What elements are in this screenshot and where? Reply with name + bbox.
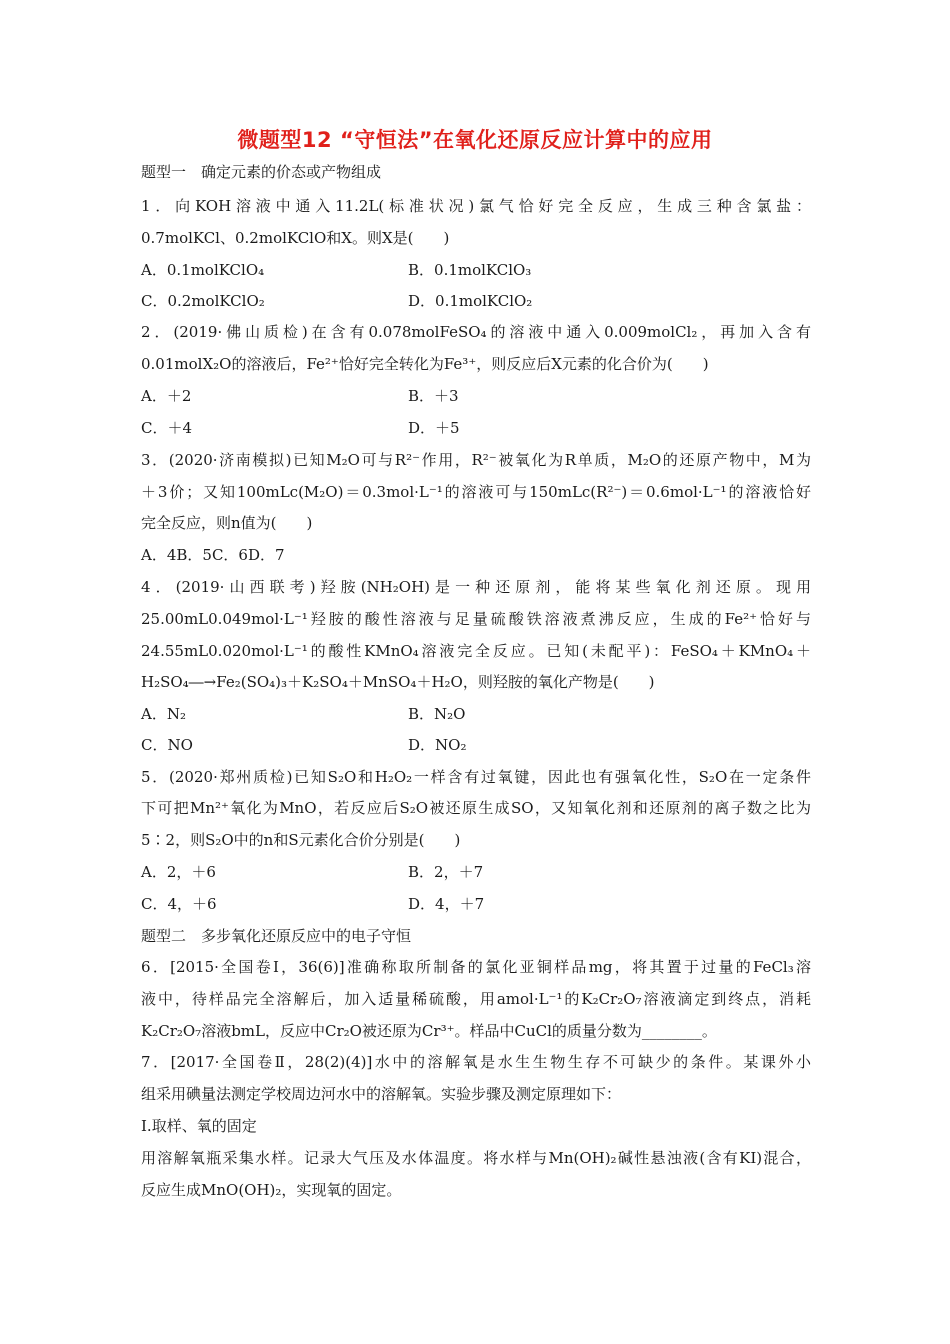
q1-options-row-2	[141, 291, 811, 311]
q6-line-2: 液中，待样品完全溶解后，加入适量稀硫酸，用amol·L⁻¹的K₂Cr₂O₇溶液滴定到终点，消耗	[141, 990, 811, 1008]
q1-option-a: A．0.1molKClO₄	[141, 261, 265, 279]
q1-options-row-1	[141, 260, 811, 280]
q7-line-1: 7．[2017·全国卷Ⅱ，28(2)(4)]水中的溶解氧是水生生物生存不可缺少的条件。某课外小	[141, 1053, 811, 1071]
q7-step-heading: Ⅰ.取样、氧的固定	[141, 1117, 257, 1135]
q7-line-3: 用溶解氧瓶采集水样。记录大气压及水体温度。将水样与Mn(OH)₂碱性悬浊液(含有KI)混合，	[141, 1149, 811, 1167]
q4-option-b: B．N₂O	[408, 705, 466, 723]
q3-options: A．4B．5C．6D．7	[141, 546, 285, 564]
q5-line-1: 5．(2020·郑州质检)已知S₂O和H₂O₂一样含有过氧键，因此也有强氧化性，S₂O在一定条件	[141, 768, 811, 786]
q1-option-b: B．0.1molKClO₃	[408, 261, 532, 279]
q5-line-3: 5∶2，则S₂O中的n和S元素化合价分别是( )	[141, 831, 461, 849]
q5-line-2: 下可把Mn²⁺氧化为MnO，若反应后S₂O被还原生成SO，又知氧化剂和还原剂的离子数之比为	[141, 799, 811, 817]
q4-line-2: 25.00mL0.049mol·L⁻¹羟胺的酸性溶液与足量硫酸铁溶液煮沸反应，生成的Fe²⁺恰好与	[141, 610, 811, 628]
q4-option-a: A．N₂	[141, 705, 186, 723]
q5-option-d: D．4，＋7	[408, 895, 485, 913]
q4-option-d: D．NO₂	[408, 736, 467, 754]
section-heading-1: 题型一 确定元素的价态或产物组成	[141, 163, 382, 181]
q2-option-b: B．＋3	[408, 387, 459, 405]
q3-line-2: ＋3价；又知100mLc(M₂O)＝0.3mol·L⁻¹的溶液可与150mLc(R²⁻)＝0.6mol·L⁻¹的溶液恰好	[141, 483, 811, 501]
q7-line-2: 组采用碘量法测定学校周边河水中的溶解氧。实验步骤及测定原理如下：	[141, 1085, 622, 1103]
q3-line-3: 完全反应，则n值为( )	[141, 514, 313, 532]
q1-option-c: C．0.2molKClO₂	[141, 292, 265, 310]
q2-line-2: 0.01molX₂O的溶液后，Fe²⁺恰好完全转化为Fe³⁺，则反应后X元素的化合价为( )	[141, 355, 709, 373]
q2-options-row-2	[141, 418, 811, 438]
q2-line-1: 2．(2019·佛山质检)在含有0.078molFeSO₄的溶液中通入0.009molCl₂，再加入含有	[141, 323, 811, 341]
q6-line-1: 6．[2015·全国卷Ⅰ，36(6)]准确称取所制备的氯化亚铜样品mg，将其置于过量的FeCl₃溶	[141, 958, 811, 976]
q4-option-c: C．NO	[141, 736, 193, 754]
q5-option-b: B．2，＋7	[408, 863, 484, 881]
q1-option-d: D．0.1molKClO₂	[408, 292, 533, 310]
q5-options-row-1	[141, 862, 811, 882]
q7-line-4: 反应生成MnO(OH)₂，实现氧的固定。	[141, 1181, 402, 1199]
q4-line-3: 24.55mL0.020mol·L⁻¹的酸性KMnO₄溶液完全反应。已知(未配平)：FeSO₄＋KMnO₄＋	[141, 642, 811, 660]
q5-option-a: A．2，＋6	[141, 863, 216, 881]
q2-option-a: A．＋2	[141, 387, 192, 405]
q4-line-1: 4．(2019·山西联考)羟胺(NH₂OH)是一种还原剂，能将某些氧化剂还原。现用	[141, 578, 811, 596]
q3-line-1: 3．(2020·济南模拟)已知M₂O可与R²⁻作用，R²⁻被氧化为R单质，M₂O的还原产物中，M为	[141, 451, 811, 469]
section-heading-2: 题型二 多步氧化还原反应中的电子守恒	[141, 927, 412, 945]
q4-options-row-2	[141, 735, 811, 755]
q6-line-3: K₂Cr₂O₇溶液bmL，反应中Cr₂O被还原为Cr³⁺。样品中CuCl的质量分数为________。	[141, 1022, 717, 1040]
q5-option-c: C．4，＋6	[141, 895, 217, 913]
q4-options-row-1	[141, 704, 811, 724]
q5-options-row-2	[141, 894, 811, 914]
q4-line-4: H₂SO₄―→Fe₂(SO₄)₃＋K₂SO₄＋MnSO₄＋H₂O，则羟胺的氧化产物是( )	[141, 673, 655, 691]
page-title: 微题型12 “守恒法”在氧化还原反应计算中的应用	[237, 128, 713, 152]
q2-option-d: D．＋5	[408, 419, 460, 437]
q1-line-2: 0.7molKCl、0.2molKClO和X。则X是( )	[141, 229, 450, 247]
q2-options-row-1	[141, 386, 811, 406]
q2-option-c: C．＋4	[141, 419, 193, 437]
q1-line-1: 1．向KOH溶液中通入11.2L(标准状况)氯气恰好完全反应，生成三种含氯盐：	[141, 197, 811, 215]
